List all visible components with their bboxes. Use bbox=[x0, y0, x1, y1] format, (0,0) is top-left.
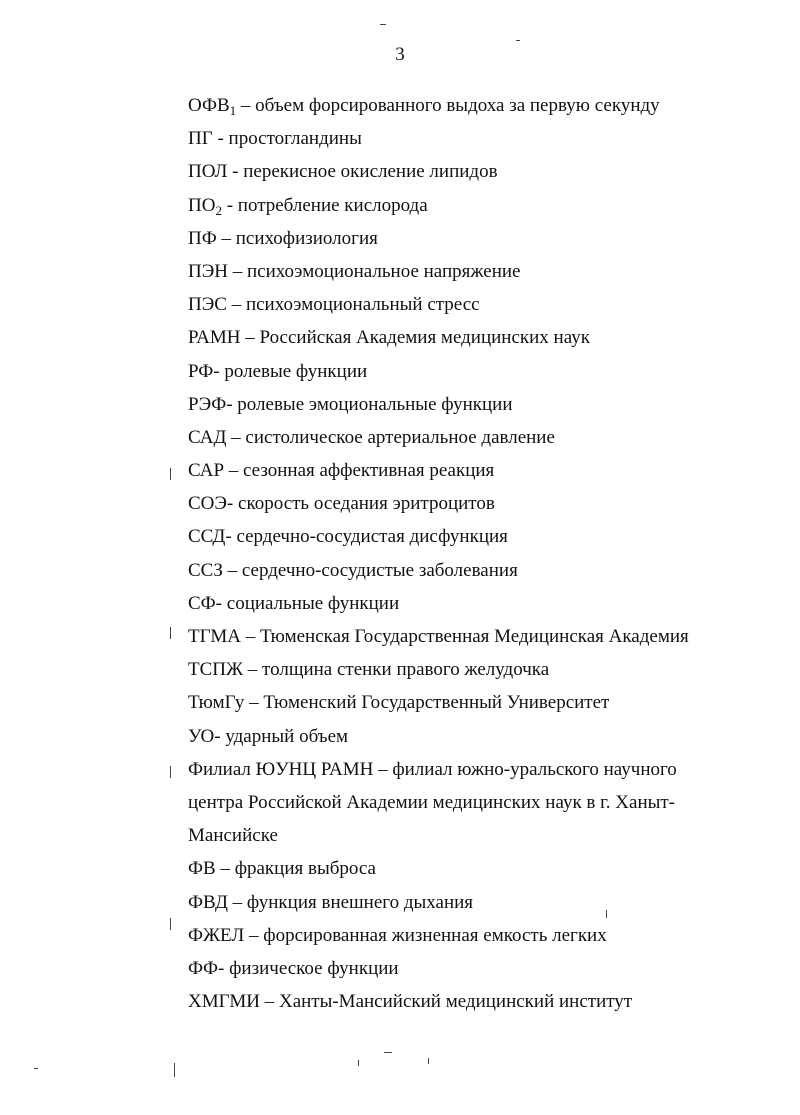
definition: - потребление кислорода bbox=[221, 194, 428, 216]
abbreviation: ХМГМИ bbox=[188, 991, 260, 1013]
definition: – Тюменская Государственная Медицинская Академия bbox=[240, 626, 689, 647]
scan-mark bbox=[174, 1063, 175, 1077]
scan-mark bbox=[170, 627, 171, 639]
abbreviation: РЭФ- bbox=[188, 393, 233, 415]
list-item bbox=[188, 222, 748, 255]
abbreviation: ПЭН bbox=[188, 260, 228, 282]
scan-mark bbox=[516, 40, 520, 41]
abbreviation: Филиал ЮУНЦ РАМН bbox=[188, 758, 374, 780]
list-item bbox=[188, 720, 748, 753]
definition: ударный объем bbox=[220, 725, 349, 747]
definition: ролевые функции bbox=[219, 360, 368, 382]
list-item bbox=[188, 355, 748, 388]
list-item bbox=[188, 487, 748, 520]
definition: – Российская Академия медицинских наук bbox=[240, 327, 590, 349]
list-item bbox=[188, 255, 748, 288]
list-item bbox=[188, 388, 748, 421]
abbreviation: ПФ bbox=[188, 227, 217, 249]
abbreviation: РАМН bbox=[188, 327, 241, 349]
list-item-continuation bbox=[188, 819, 748, 852]
definition: – психофизиология bbox=[216, 227, 378, 249]
definition: – объем форсированного выдоха за первую секунду bbox=[236, 95, 660, 116]
definition: – Ханты-Мансийский медицинский институт bbox=[259, 991, 633, 1013]
abbreviation: ФЖЕЛ bbox=[188, 924, 245, 946]
scan-mark bbox=[358, 1060, 359, 1066]
definition: центра Российской Академии медицинских наук в г. Ханыт- bbox=[188, 791, 676, 813]
list-item bbox=[188, 952, 748, 985]
list-item bbox=[188, 89, 748, 122]
abbreviation: САД bbox=[188, 426, 227, 448]
definition: – филиал южно-уральского научного bbox=[373, 758, 677, 780]
definition: социальные функции bbox=[222, 592, 400, 614]
list-item bbox=[188, 122, 748, 155]
list-item bbox=[188, 288, 748, 321]
list-item bbox=[188, 620, 748, 653]
abbreviation: САР bbox=[188, 460, 225, 482]
scan-mark bbox=[606, 910, 607, 918]
definition: – Тюменский Государственный Университет bbox=[244, 692, 610, 714]
scan-mark bbox=[428, 1058, 429, 1064]
abbreviation: ТюмГу bbox=[188, 692, 245, 714]
abbreviation: ФВД bbox=[188, 891, 228, 913]
abbreviation: ПЭС bbox=[188, 294, 227, 316]
scan-mark bbox=[34, 1068, 38, 1069]
list-item bbox=[188, 886, 748, 919]
abbreviation: ССЗ bbox=[188, 559, 223, 581]
definition: – систолическое артериальное давление bbox=[226, 426, 555, 448]
list-item bbox=[188, 653, 748, 686]
abbreviation: ОФВ bbox=[188, 95, 230, 116]
definition: – сердечно-сосудистые заболевания bbox=[222, 559, 518, 581]
list-item bbox=[188, 753, 748, 786]
abbreviation: ССД- bbox=[188, 526, 232, 548]
list-item bbox=[188, 919, 748, 952]
abbreviation: УО- bbox=[188, 725, 221, 747]
definition: скорость оседания эритроцитов bbox=[233, 493, 495, 515]
list-item bbox=[188, 587, 748, 620]
list-item bbox=[188, 321, 748, 354]
definition: - простогландины bbox=[212, 128, 362, 150]
list-item-continuation bbox=[188, 786, 748, 819]
abbreviation: СОЭ- bbox=[188, 493, 234, 515]
abbreviation: ТСПЖ bbox=[188, 659, 244, 681]
definition: – толщина стенки правого желудочка bbox=[243, 659, 550, 681]
abbreviation: ФВ bbox=[188, 858, 216, 880]
definition: – фракция выброса bbox=[215, 858, 376, 880]
list-item bbox=[188, 686, 748, 719]
abbreviation: ПО bbox=[188, 194, 216, 216]
list-item bbox=[188, 421, 748, 454]
subscript: 2 bbox=[215, 202, 222, 218]
definition: – психоэмоциональное напряжение bbox=[228, 260, 521, 282]
definition: Мансийске bbox=[188, 825, 278, 847]
list-item bbox=[188, 520, 748, 553]
abbreviation: ПОЛ bbox=[188, 161, 228, 183]
definition: физическое функции bbox=[224, 957, 399, 979]
abbreviation: ТГМА bbox=[188, 626, 241, 647]
definition: - перекисное окисление липидов bbox=[227, 161, 498, 183]
scan-mark bbox=[384, 1052, 392, 1053]
definition: ролевые эмоциональные функции bbox=[232, 393, 513, 415]
scan-mark bbox=[170, 918, 171, 930]
page-number: 3 bbox=[395, 44, 405, 65]
list-item bbox=[188, 454, 748, 487]
abbreviation: СФ- bbox=[188, 592, 223, 614]
abbreviation: РФ- bbox=[188, 360, 220, 382]
definition: сердечно-сосудистая дисфункция bbox=[231, 526, 508, 548]
definition: – форсированная жизненная емкость легких bbox=[244, 924, 607, 946]
abbreviation: ПГ bbox=[188, 128, 213, 150]
scan-mark bbox=[170, 468, 171, 480]
definition: – психоэмоциональный стресс bbox=[226, 294, 480, 316]
scan-mark bbox=[170, 766, 171, 778]
definition: – сезонная аффективная реакция bbox=[224, 460, 495, 482]
list-item bbox=[188, 189, 748, 222]
definition: – функция внешнего дыхания bbox=[227, 891, 474, 913]
list-item bbox=[188, 852, 748, 885]
abbreviation: ФФ- bbox=[188, 957, 225, 979]
list-item bbox=[188, 985, 748, 1018]
list-item bbox=[188, 554, 748, 587]
subscript: 1 bbox=[229, 103, 237, 118]
scan-mark bbox=[380, 24, 386, 25]
list-item bbox=[188, 155, 748, 188]
abbreviation-list bbox=[188, 89, 748, 1018]
